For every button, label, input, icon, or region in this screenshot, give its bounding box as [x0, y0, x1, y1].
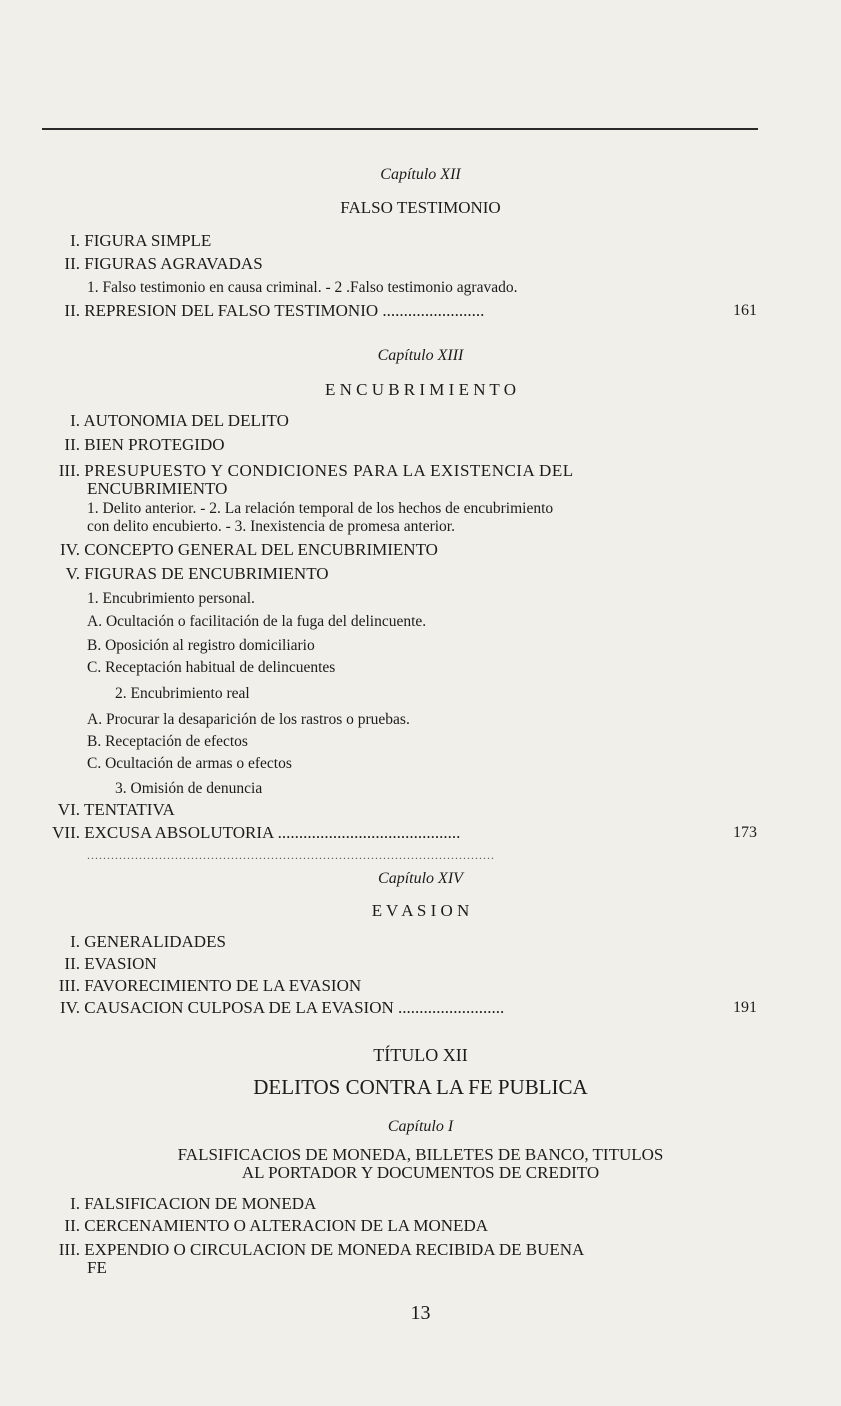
toc-entry	[35, 998, 504, 1018]
toc-entry	[35, 301, 484, 321]
toc-number: I.	[70, 932, 80, 951]
toc-number: I.	[70, 1194, 80, 1213]
toc-number: VI.	[57, 800, 80, 819]
toc-text: CAUSACION CULPOSA DE LA EVASION .........................	[84, 998, 505, 1017]
toc-entry	[35, 954, 157, 974]
toc-subentry: C. Receptación habitual de delincuentes	[87, 659, 336, 676]
toc-number: II.	[64, 301, 80, 320]
toc-entry	[35, 1194, 316, 1214]
toc-text: FALSIFICACION DE MONEDA	[84, 1194, 317, 1213]
toc-page: 173	[733, 824, 757, 841]
toc-entry	[35, 461, 574, 481]
toc-text: FIGURA SIMPLE	[84, 231, 212, 250]
chapter-label: Capítulo XIV	[378, 870, 463, 887]
toc-subentry: 1. Falso testimonio en causa criminal. - 2 .Falso testimonio agravado.	[87, 279, 518, 296]
toc-number: V.	[65, 564, 80, 583]
toc-number: III.	[58, 461, 80, 480]
top-rule	[42, 128, 758, 130]
toc-entry	[35, 1216, 488, 1236]
toc-text: EXCUSA ABSOLUTORIA ...........................................	[84, 823, 461, 842]
chapter-title-continued: AL PORTADOR Y DOCUMENTOS DE CREDITO	[241, 1163, 600, 1182]
toc-text-continued: FE	[87, 1258, 107, 1277]
toc-text: FIGURAS DE ENCUBRIMIENTO	[84, 564, 329, 583]
toc-text: FIGURAS AGRAVADAS	[84, 254, 263, 273]
toc-number: I.	[70, 231, 80, 250]
chapter-title: FALSIFICACIOS DE MONEDA, BILLETES DE BANCO, TITULOS	[177, 1145, 664, 1164]
toc-number: II.	[64, 435, 80, 454]
toc-text-continued: ENCUBRIMIENTO	[87, 479, 228, 498]
toc-text: FAVORECIMIENTO DE LA EVASION	[84, 976, 362, 995]
toc-subentry: con delito encubierto. - 3. Inexistencia de promesa anterior.	[87, 518, 455, 535]
toc-subentry: A. Procurar la desaparición de los rastros o pruebas.	[87, 711, 410, 728]
toc-subentry: B. Oposición al registro domiciliario	[87, 637, 315, 654]
toc-text: REPRESION DEL FALSO TESTIMONIO ........................	[84, 301, 485, 320]
toc-subentry: 3. Omisión de denuncia	[115, 780, 263, 797]
toc-number: II.	[64, 954, 80, 973]
toc-subentry: C. Ocultación de armas o efectos	[87, 755, 292, 772]
toc-entry	[35, 800, 175, 820]
toc-entry	[35, 254, 263, 274]
toc-text: AUTONOMIA DEL DELITO	[83, 411, 289, 430]
toc-entry	[35, 564, 329, 584]
page-number: 13	[410, 1302, 431, 1324]
toc-text: PRESUPUESTO Y CONDICIONES PARA LA EXISTENCIA DEL	[84, 461, 574, 480]
toc-entry	[35, 231, 211, 251]
toc-number: VII.	[52, 823, 80, 842]
toc-text: CERCENAMIENTO O ALTERACION DE LA MONEDA	[84, 1216, 488, 1235]
title-label: TÍTULO XII	[373, 1045, 468, 1065]
toc-entry	[35, 1240, 584, 1260]
toc-number: IV.	[60, 540, 80, 559]
toc-number: I.	[70, 411, 80, 430]
toc-number: III.	[58, 976, 80, 995]
toc-number: II.	[64, 1216, 80, 1235]
chapter-title: FALSO TESTIMONIO	[340, 198, 501, 217]
toc-page: 191	[733, 999, 757, 1016]
toc-subentry: 1. Encubrimiento personal.	[87, 590, 255, 607]
toc-number: IV.	[60, 998, 80, 1017]
chapter-label: Capítulo I	[387, 1118, 454, 1135]
toc-text: EXPENDIO O CIRCULACION DE MONEDA RECIBIDA DE BUENA	[84, 1240, 585, 1259]
toc-text: BIEN PROTEGIDO	[84, 435, 225, 454]
chapter-label: Capítulo XII	[380, 166, 461, 183]
toc-text: TENTATIVA	[83, 800, 175, 819]
chapter-label: Capítulo XIII	[377, 347, 464, 364]
toc-entry	[35, 540, 438, 560]
toc-page: 161	[733, 302, 757, 319]
chapter-title: E N C U B R I M I E N T O	[324, 380, 517, 399]
toc-entry	[35, 411, 289, 431]
toc-subentry: 2. Encubrimiento real	[115, 685, 250, 702]
chapter-title: E V A S I O N	[371, 901, 470, 920]
toc-subentry: 1. Delito anterior. - 2. La relación temporal de los hechos de encubrimiento	[87, 500, 554, 517]
toc-number: II.	[64, 254, 80, 273]
toc-text: GENERALIDADES	[84, 932, 226, 951]
toc-subentry: B. Receptación de efectos	[87, 733, 248, 750]
toc-number: III.	[58, 1240, 80, 1259]
toc-entry	[35, 932, 226, 952]
toc-entry	[35, 976, 361, 996]
toc-text: EVASION	[84, 954, 157, 973]
title-heading: DELITOS CONTRA LA FE PUBLICA	[253, 1075, 588, 1099]
leader-dots: ......................................................................................................	[87, 848, 495, 862]
toc-entry	[35, 823, 460, 843]
toc-text: CONCEPTO GENERAL DEL ENCUBRIMIENTO	[84, 540, 438, 559]
toc-subentry: A. Ocultación o facilitación de la fuga del delincuente.	[87, 613, 427, 630]
toc-entry	[35, 435, 225, 455]
